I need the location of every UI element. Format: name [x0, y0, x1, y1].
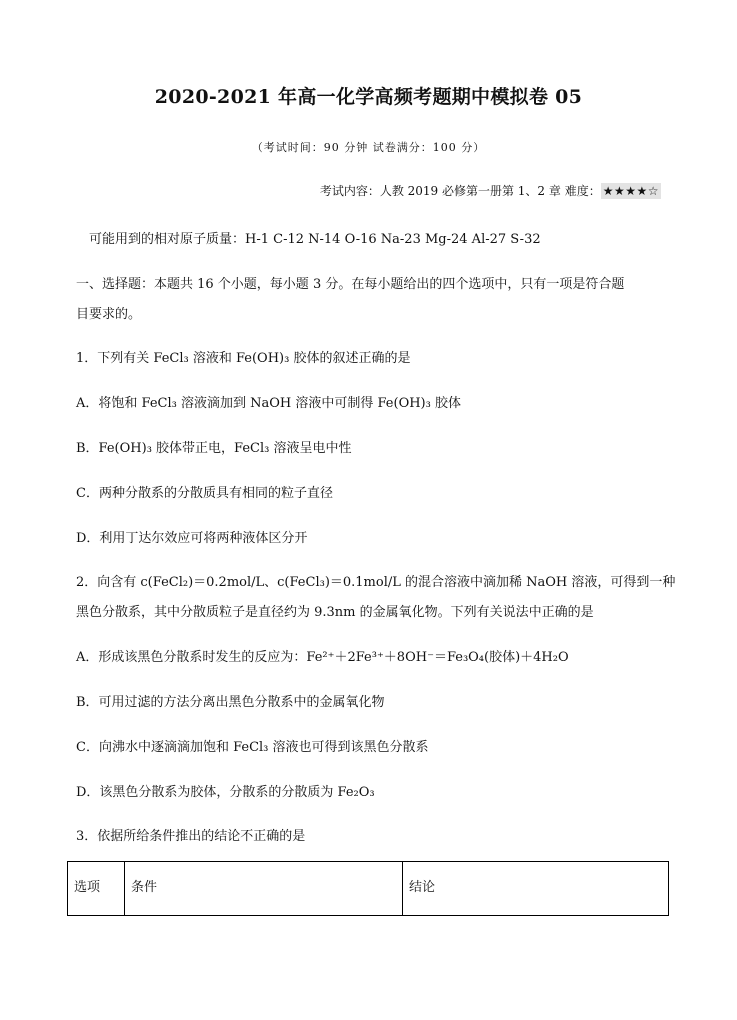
- section-heading-line2: 目要求的。: [76, 307, 142, 322]
- table-header-conclusion: 结论: [403, 862, 669, 916]
- q3-table: [67, 861, 669, 916]
- difficulty-stars: ★★★★☆: [602, 184, 659, 198]
- exam-time-info: （考试时间：90 分钟 试卷满分：100 分）: [251, 141, 486, 154]
- q1-stem: 1．下列有关 FeCl₃ 溶液和 Fe(OH)₃ 胶体的叙述正确的是: [76, 351, 411, 366]
- table-header-option: 选项: [68, 862, 125, 916]
- q2-option-b: B．可用过滤的方法分离出黑色分散系中的金属氧化物: [76, 695, 385, 710]
- q1-option-d: D．利用丁达尔效应可将两种液体区分开: [76, 531, 308, 546]
- exam-content-label: 考试内容：人教 2019 必修第一册第 1、2 章 难度：: [319, 184, 601, 198]
- section-heading-text: 一、选择题：本题共 16 个小题，每小题 3 分。在每小题给出的四个选项中，只有一项是符合题: [76, 277, 625, 292]
- q2-stem-line2: 黑色分散系，其中分散质粒子是直径约为 9.3nm 的金属氧化物。下列有关说法中正确的是: [76, 605, 594, 620]
- q2-option-d: D．该黑色分散系为胶体，分散系的分散质为 Fe₂O₃: [76, 785, 375, 800]
- page-title: 2020-2021 年高一化学高频考题期中模拟卷 05: [154, 86, 583, 108]
- atomic-masses: 可能用到的相对原子质量：H-1 C-12 N-14 O-16 Na-23 Mg-24 Al-27 S-32: [89, 232, 541, 247]
- q1-option-c: C．两种分散系的分散质具有相同的粒子直径: [76, 486, 333, 501]
- exam-content-info: [320, 182, 661, 199]
- q2-option-c: C．向沸水中逐滴滴加饱和 FeCl₃ 溶液也可得到该黑色分散系: [76, 740, 429, 755]
- q1-option-b: B．Fe(OH)₃ 胶体带正电，FeCl₃ 溶液呈电中性: [76, 441, 352, 456]
- section-heading-line1: [76, 273, 624, 292]
- q2-stem-line1: 2．向含有 c(FeCl₂)＝0.2mol/L、c(FeCl₃)＝0.1mol/L 的混合溶液中滴加稀 NaOH 溶液，可得到一种: [76, 575, 676, 590]
- q2-option-a: A．形成该黑色分散系时发生的反应为：Fe²⁺＋2Fe³⁺＋8OH⁻＝Fe₃O₄(胶体)＋4H₂O: [76, 650, 569, 665]
- table-header-row: [68, 862, 669, 916]
- q3-stem: 3．依据所给条件推出的结论不正确的是: [76, 829, 306, 844]
- q1-option-a: A．将饱和 FeCl₃ 溶液滴加到 NaOH 溶液中可制得 Fe(OH)₃ 胶体: [76, 396, 461, 411]
- table-header-condition: 条件: [125, 862, 403, 916]
